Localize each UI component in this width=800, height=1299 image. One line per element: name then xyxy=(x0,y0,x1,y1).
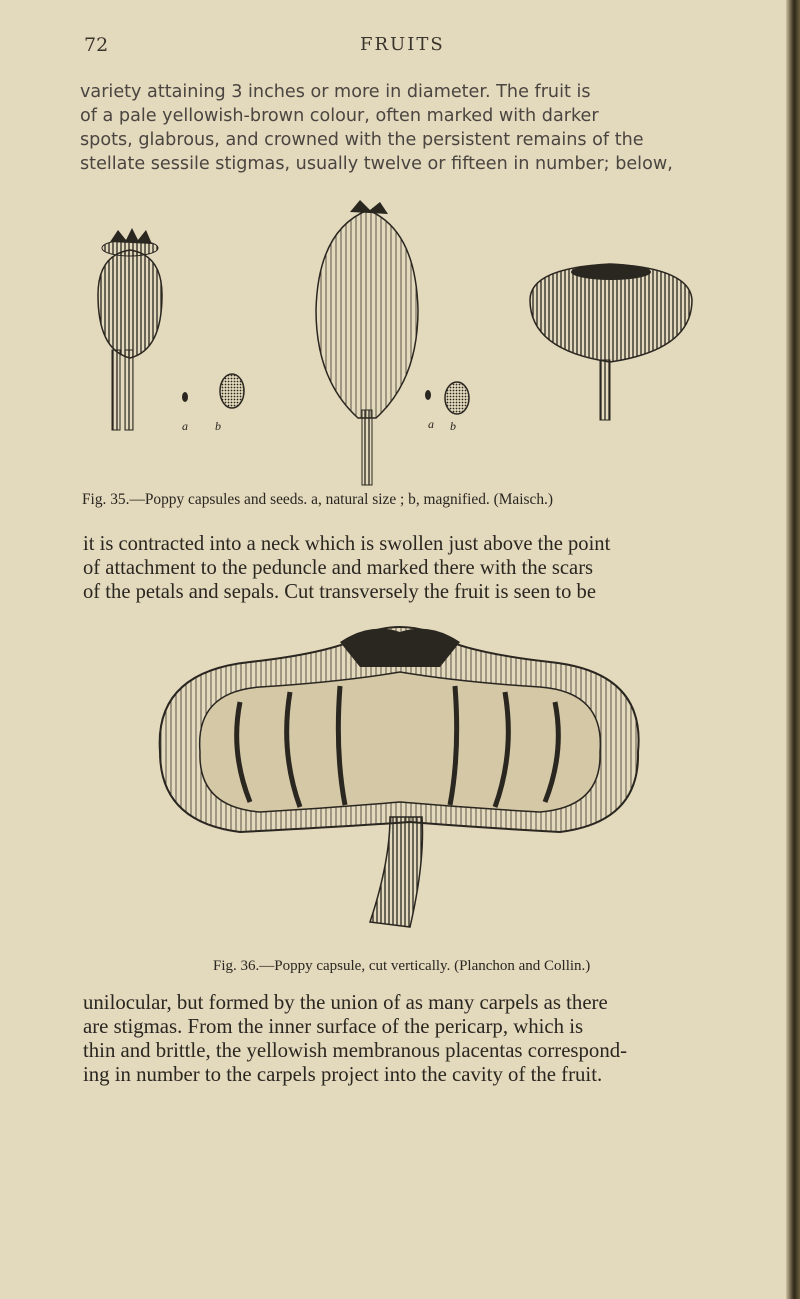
paragraph-2 xyxy=(83,532,773,604)
paragraph-3 xyxy=(83,991,773,1087)
page-edge-shadow xyxy=(786,0,800,1299)
paragraph-line: of a pale yellowish-brown colour, often marked with darker xyxy=(80,106,599,126)
page-number: 72 xyxy=(84,34,109,56)
capsule-right xyxy=(530,264,692,420)
seed-b-left xyxy=(220,374,244,408)
label-b-center: b xyxy=(450,419,456,433)
paragraph-line: spots, glabrous, and crowned with the persistent remains of the xyxy=(80,130,644,150)
figure-36-caption: Fig. 36.—Poppy capsule, cut vertically. (Planchon and Collin.) xyxy=(213,958,591,974)
page-header xyxy=(0,34,800,64)
paragraph-line: ing in number to the carpels project into the cavity of the fruit. xyxy=(83,1063,603,1086)
paragraph-1 xyxy=(80,80,760,176)
capsule-center xyxy=(316,200,418,485)
running-title: FRUITS xyxy=(360,34,445,55)
seed-b-center xyxy=(445,382,469,414)
capsule-left xyxy=(98,228,162,430)
label-a-left: a xyxy=(182,419,188,433)
figure-35-poppy-capsules xyxy=(80,200,720,490)
label-a-center: a xyxy=(428,417,434,431)
label-b-left: b xyxy=(215,419,221,433)
paragraph-line: of attachment to the peduncle and marked there with the scars xyxy=(83,557,594,579)
seed-a-left xyxy=(182,392,188,402)
paragraph-line: thin and brittle, the yellowish membranous placentas correspond- xyxy=(83,1039,628,1062)
figure-36-capsule-section xyxy=(140,622,660,942)
paragraph-line: are stigmas. From the inner surface of the pericarp, which is xyxy=(83,1015,584,1038)
paragraph-line: of the petals and sepals. Cut transversely the fruit is seen to be xyxy=(83,581,596,603)
seed-a-center xyxy=(425,390,431,400)
paragraph-line: stellate sessile stigmas, usually twelve or fifteen in number; below, xyxy=(80,154,673,174)
figure-35-caption: Fig. 35.—Poppy capsules and seeds. a, natural size ; b, magnified. (Maisch.) xyxy=(82,491,554,508)
paragraph-line: variety attaining 3 inches or more in diameter. The fruit is xyxy=(80,82,591,102)
paragraph-line: it is contracted into a neck which is swollen just above the point xyxy=(83,533,611,555)
paragraph-line: unilocular, but formed by the union of as many carpels as there xyxy=(83,991,608,1014)
